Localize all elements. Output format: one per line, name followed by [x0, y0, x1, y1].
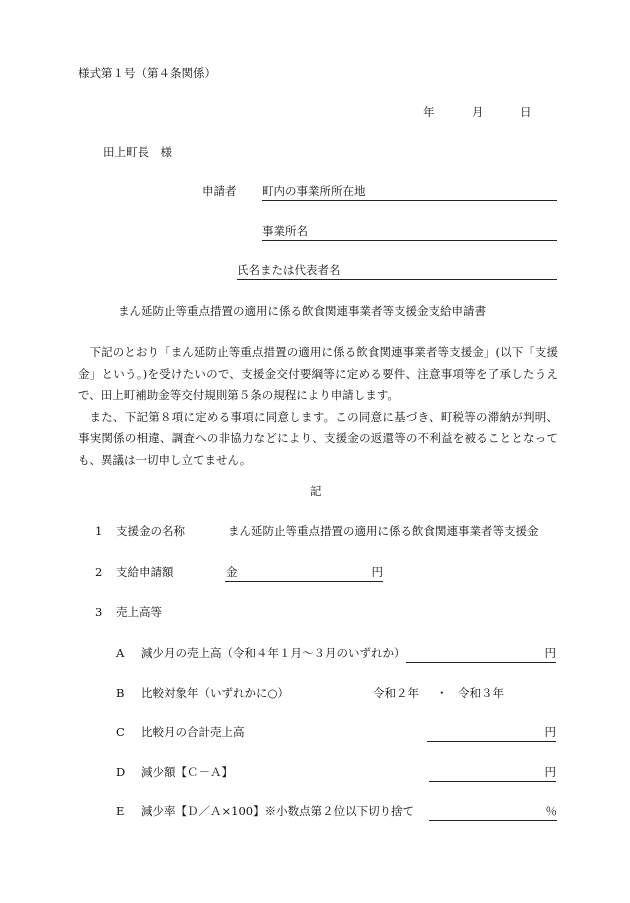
item-1-label: 支援金の名称 — [116, 524, 185, 538]
sales-b-option-reiwa3[interactable]: 令和３年 — [458, 686, 504, 700]
sales-d-field[interactable] — [429, 767, 556, 782]
form-number: 様式第１号（第４条関係） — [78, 66, 216, 80]
item-1-number: 1 — [95, 524, 103, 538]
sales-e-letter: E — [116, 804, 125, 818]
address-field[interactable] — [262, 186, 557, 201]
sales-a-field[interactable] — [406, 648, 556, 663]
date-day-label: 日 — [520, 105, 532, 119]
item-3-label: 売上高等 — [116, 605, 162, 619]
body-paragraph-2: また、下記第８項に定める事項に同意します。この同意に基づき、町税等の滞納が判明、事実関係の相違、調査への非協力などにより、支援金の返還等の不利益を被ることとなっても、異議は一切申し立てません。 — [78, 409, 558, 467]
sales-b-label: 比較対象年（いずれかに○） — [141, 686, 290, 700]
date-month-label: 月 — [472, 105, 484, 119]
amount-field[interactable] — [225, 567, 383, 582]
sales-c-unit: 円 — [544, 725, 556, 739]
office-name-field[interactable] — [262, 226, 557, 241]
amount-prefix: 金 — [226, 565, 238, 579]
sales-d-letter: D — [116, 765, 126, 779]
body-paragraph-1: 下記のとおり「まん延防止等重点措置の適用に係る飲食関連事業者等支援金」(以下「支援金」という。)を受けたいので、支援金交付要綱等に定める要件、注意事項等を了承したうえで、田上町補助金等交付規則第５条の規程により申請します。 — [78, 345, 558, 402]
sales-a-letter: A — [116, 646, 125, 660]
sales-b-option-reiwa2[interactable]: 令和２年 — [373, 686, 419, 700]
sales-a-unit: 円 — [544, 646, 556, 660]
sales-d-unit: 円 — [544, 765, 556, 779]
sales-e-label: 減少率【Ｄ／Ａ×100】※小数点第２位以下切り捨て — [141, 804, 415, 818]
amount-suffix: 円 — [371, 565, 383, 579]
sales-b-separator: ・ — [436, 686, 448, 700]
address-label: 町内の事業所所在地 — [262, 184, 366, 198]
applicant-label: 申請者 — [202, 184, 237, 198]
item-1-value: まん延防止等重点措置の適用に係る飲食関連事業者等支援金 — [228, 524, 539, 538]
item-3-number: 3 — [95, 605, 103, 619]
date-year-label: 年 — [423, 105, 435, 119]
representative-name-label: 氏名または代表者名 — [237, 263, 341, 277]
addressee: 田上町長 様 — [103, 145, 172, 159]
ki-heading: 記 — [310, 484, 322, 498]
office-name-label: 事業所名 — [262, 224, 308, 238]
sales-e-unit: ％ — [545, 804, 557, 818]
item-2-label: 支給申請額 — [116, 565, 174, 579]
sales-c-field[interactable] — [427, 727, 556, 742]
body-text — [78, 342, 558, 471]
sales-c-label: 比較月の合計売上高 — [141, 725, 245, 739]
item-2-number: 2 — [95, 565, 103, 579]
document-title: まん延防止等重点措置の適用に係る飲食関連事業者等支援金支給申請書 — [118, 304, 486, 318]
sales-b-letter: B — [116, 686, 125, 700]
sales-e-field[interactable] — [429, 806, 557, 821]
representative-name-field[interactable] — [237, 265, 557, 280]
sales-c-letter: C — [116, 725, 125, 739]
sales-a-label: 減少月の売上高（令和４年１月～３月のいずれか） — [141, 646, 406, 660]
sales-d-label: 減少額【Ｃ－Ａ】 — [141, 765, 233, 779]
